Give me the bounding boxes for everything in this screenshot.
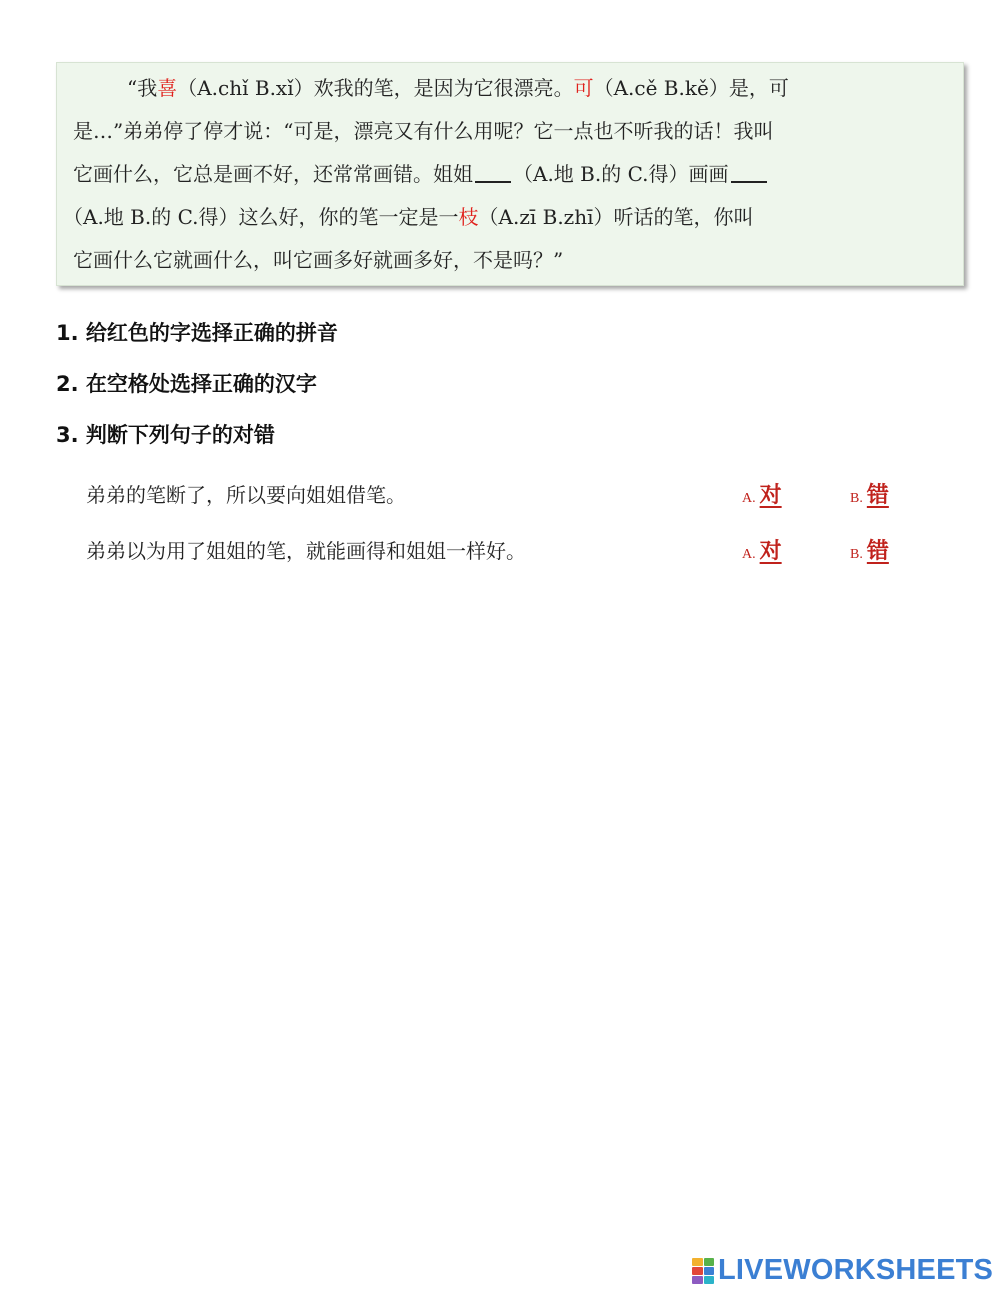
reading-passage bbox=[56, 62, 964, 286]
statement-2-option-a[interactable]: A. 对 bbox=[742, 539, 782, 564]
question-1: 1. 给红色的字选择正确的拼音 bbox=[56, 321, 338, 345]
question-2: 2. 在空格处选择正确的汉字 bbox=[56, 372, 317, 396]
statement-1-option-b[interactable]: B. 错 bbox=[850, 483, 889, 508]
blank-2[interactable] bbox=[731, 161, 767, 183]
passage-line-4: （A.地 B.的 C.得）这么好，你的笔一定是一枝（A.zī B.zhī）听话的笔，你叫 bbox=[63, 205, 754, 229]
passage-line-5: 它画什么它就画什么，叫它画多好就画多好，不是吗？” bbox=[73, 248, 564, 272]
red-char-zhi: 枝 bbox=[458, 205, 479, 229]
statement-1: 弟弟的笔断了，所以要向姐姐借笔。 bbox=[86, 483, 406, 507]
passage-line-2: 是…”弟弟停了停才说：“可是，漂亮又有什么用呢？它一点也不听我的话！我叫 bbox=[73, 119, 774, 143]
passage-line-1: “我喜（A.chǐ B.xǐ）欢我的笔，是因为它很漂亮。可（A.cě B.kě）是，可 bbox=[127, 76, 789, 100]
liveworksheets-brand[interactable] bbox=[692, 1254, 993, 1287]
statement-1-option-a[interactable]: A. 对 bbox=[742, 483, 782, 508]
liveworksheets-logo-icon bbox=[692, 1258, 714, 1284]
statement-2: 弟弟以为用了姐姐的笔，就能画得和姐姐一样好。 bbox=[86, 539, 526, 563]
statement-2-option-b[interactable]: B. 错 bbox=[850, 539, 889, 564]
passage-line-3: 它画什么，它总是画不好，还常常画错。姐姐 （A.地 B.的 C.得）画画 bbox=[73, 159, 769, 189]
brand-name: LIVEWORKSHEETS bbox=[718, 1254, 994, 1286]
red-char-xi: 喜 bbox=[157, 76, 178, 100]
red-char-ke: 可 bbox=[573, 76, 594, 100]
question-3: 3. 判断下列句子的对错 bbox=[56, 423, 275, 447]
blank-1[interactable] bbox=[475, 161, 511, 183]
